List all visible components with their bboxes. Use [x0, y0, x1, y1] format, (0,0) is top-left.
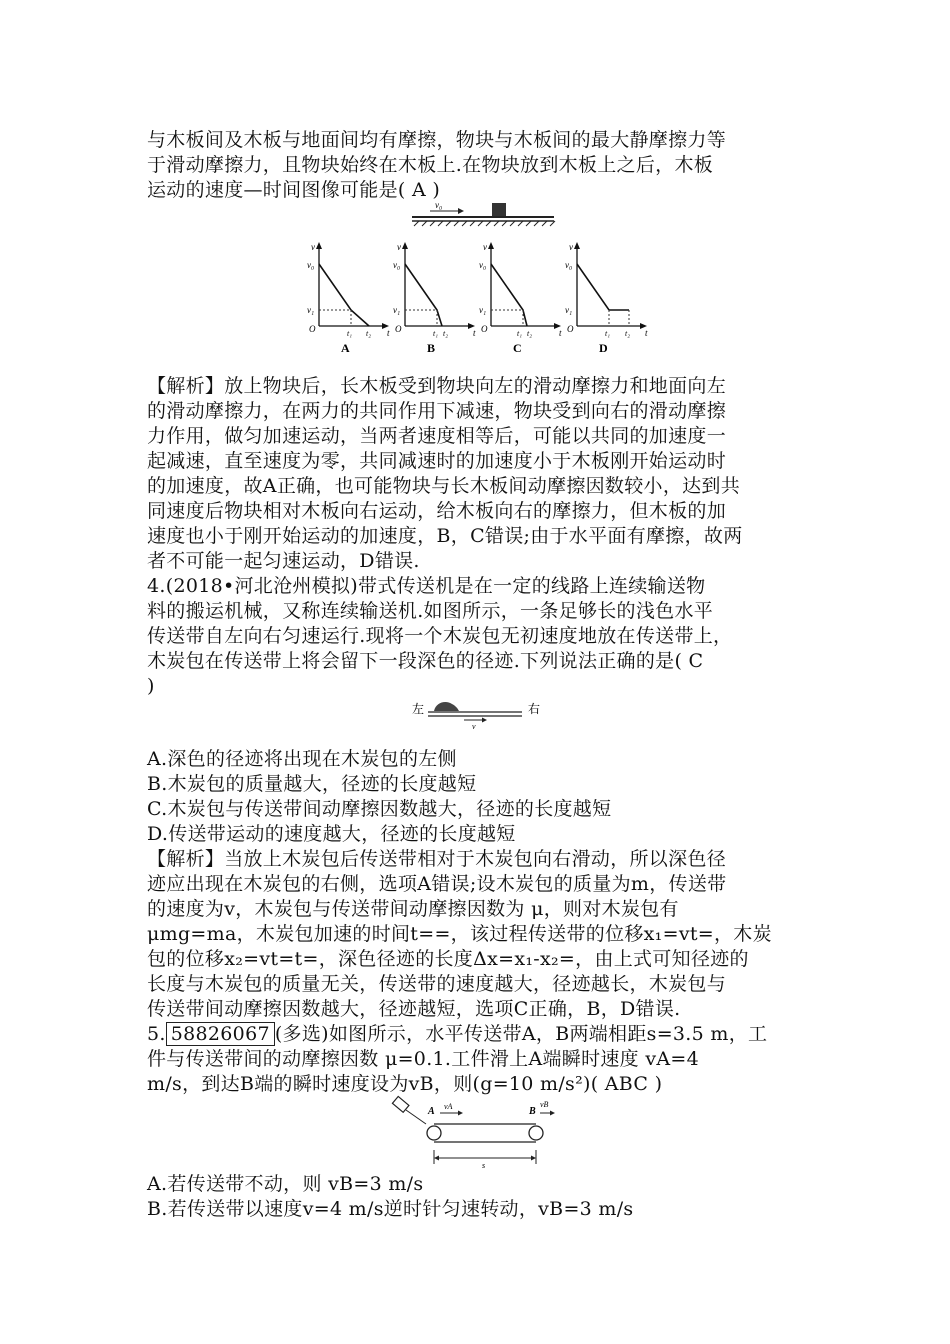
q5-option-b: B.若传送带以速度v=4 m/s逆时针匀速转动，vB=3 m/s — [147, 1198, 634, 1220]
q3-analysis-3: 力作用，做匀加速运动，当两者速度相等后，可能以共同的加速度一 — [147, 425, 727, 447]
q4-option-b: B.木炭包的质量越大，径迹的长度越短 — [147, 773, 477, 795]
v-label: v — [311, 242, 315, 252]
vt-graphs — [305, 240, 650, 358]
q4-analysis-7: 传送带间动摩擦因数越大，径迹越短，选项C正确，B，D错误. — [147, 998, 681, 1020]
graph-label-c: C — [513, 341, 522, 355]
block — [492, 203, 506, 216]
graph-label-a: A — [341, 341, 350, 355]
graph-label-b: B — [427, 341, 436, 355]
v1-label: v₁ — [479, 305, 487, 315]
q5-number: 5. — [147, 1023, 166, 1045]
a-label: A — [428, 1106, 435, 1117]
t-label: t — [387, 328, 390, 338]
q3-analysis-7: 速度也小于刚开始运动的加速度，B，C错误;由于水平面有摩擦，故两 — [147, 525, 743, 547]
v0-label: v₀ — [393, 260, 401, 270]
graph-b — [393, 242, 476, 355]
t2-label: t₂ — [366, 329, 372, 338]
q5-stem-1 — [147, 1022, 817, 1047]
q4-stem-1: 4.(2018•河北沧州模拟)带式传送机是在一定的线路上连续输送物 — [147, 575, 706, 597]
pulley-b — [529, 1126, 543, 1140]
q3-analysis-4: 起减速，直至速度为零，共同减速时的加速度小于木板刚开始运动时 — [147, 450, 727, 472]
q4-stem-2: 料的搬运机械，又称连续输送机.如图所示，一条足够长的浅色水平 — [147, 600, 714, 622]
graph-label-d: D — [599, 341, 608, 355]
q3-line-3: 运动的速度—时间图像可能是( A ) — [147, 179, 441, 201]
q3-analysis-5: 的加速度，故A正确，也可能物块与长木板间动摩擦因数较小，达到共 — [147, 475, 741, 497]
v0-label: v₀ — [307, 260, 315, 270]
t-label: t — [559, 328, 562, 338]
t2-label: t₂ — [625, 329, 631, 338]
v-label: v — [569, 242, 573, 252]
incline — [406, 1110, 426, 1124]
q3-analysis-2: 的滑动摩擦力，在两力的共同作用下减速，物块受到向右的滑动摩擦 — [147, 400, 727, 422]
v0-label: v₀ — [435, 200, 443, 210]
graph-c — [479, 242, 562, 355]
v1-label: v₁ — [307, 305, 315, 315]
q4-stem-3: 传送带自左向右匀速运行.现将一个木炭包无初速度地放在传送带上， — [147, 625, 733, 647]
q4-stem-4: 木炭包在传送带上将会留下一段深色的径迹.下列说法正确的是( C — [147, 650, 704, 672]
vb-label: vB — [540, 1100, 549, 1109]
left-label: 左 — [412, 702, 425, 716]
q5-stem-3: m/s，到达B端的瞬时速度设为vB，则(g=10 m/s²)( ABC ) — [147, 1073, 663, 1095]
q3-line-1: 与木板间及木板与地面间均有摩擦，物块与木板间的最大静摩擦力等 — [147, 129, 727, 151]
q4-stem-5: ) — [147, 675, 155, 697]
q5-stem-first: (多选)如图所示，水平传送带A，B两端相距s=3.5 m，工 — [274, 1023, 768, 1045]
v0-label: v₀ — [479, 260, 487, 270]
q4-analysis-2: 迹应出现在木炭包的右侧，选项A错误;设木炭包的质量为m，传送带 — [147, 873, 727, 895]
q5-stem-2: 件与传送带间的动摩擦因数 μ=0.1.工件滑上A端瞬时速度 vA=4 — [147, 1048, 699, 1070]
origin-label: O — [309, 324, 316, 334]
q4-analysis-1: 【解析】当放上木炭包后传送带相对于木炭包向右滑动，所以深色径 — [147, 848, 727, 870]
q3-line-2: 于滑动摩擦力，且物块始终在木板上.在物块放到木板上之后，木板 — [147, 154, 714, 176]
q5-option-a: A.若传送带不动，则 vB=3 m/s — [147, 1173, 424, 1195]
q4-analysis-3: 的速度为v，木炭包与传送带间动摩擦因数为 μ，则对木炭包有 — [147, 898, 679, 920]
origin-label: O — [567, 324, 574, 334]
b-label: B — [529, 1106, 536, 1117]
vt-line — [319, 264, 369, 326]
v1-label: v₁ — [565, 305, 573, 315]
vt-line — [405, 264, 442, 326]
pulley-a — [427, 1126, 441, 1140]
q5-id-box: 58826067 — [166, 1022, 275, 1046]
board-block-figure — [408, 200, 558, 236]
charcoal-bag — [434, 702, 459, 711]
conveyor-figure — [408, 696, 548, 730]
q4-analysis-5: 包的位移x₂=vt=t=，深色径迹的长度Δx=x₁-x₂=，由上式可知径迹的 — [147, 948, 749, 970]
vt-line — [577, 264, 629, 310]
q4-option-c: C.木炭包与传送带间动摩擦因数越大，径迹的长度越短 — [147, 798, 612, 820]
t1-label: t₁ — [433, 329, 439, 338]
t2-label: t₂ — [443, 329, 449, 338]
q3-analysis-1: 【解析】放上物块后，长木板受到物块向左的滑动摩擦力和地面向左 — [147, 375, 727, 397]
v-label: v — [397, 242, 401, 252]
origin-label: O — [481, 324, 488, 334]
t1-label: t₁ — [347, 329, 353, 338]
origin-label: O — [395, 324, 402, 334]
q4-option-d: D.传送带运动的速度越大，径迹的长度越短 — [147, 823, 516, 845]
t-label: t — [473, 328, 476, 338]
q4-option-a: A.深色的径迹将出现在木炭包的左侧 — [147, 748, 457, 770]
v1-label: v₁ — [393, 305, 401, 315]
va-label: vA — [444, 1102, 453, 1111]
t-label: t — [645, 328, 648, 338]
q4-analysis-6: 长度与木炭包的质量无关，传送带的速度越大，径迹越长，木炭包与 — [147, 973, 727, 995]
graph-d — [565, 242, 648, 355]
belt-ab-figure — [388, 1094, 558, 1170]
s-label: s — [482, 1161, 486, 1170]
v0-arrowhead — [458, 208, 464, 214]
t2-label: t₂ — [527, 329, 533, 338]
t1-label: t₁ — [605, 329, 611, 338]
t1-label: t₁ — [517, 329, 523, 338]
v-label: v — [472, 722, 476, 730]
right-label: 右 — [528, 702, 541, 716]
v-label: v — [483, 242, 487, 252]
q3-analysis-8: 者不可能一起匀速运动，D错误. — [147, 550, 420, 572]
vt-line — [491, 264, 527, 326]
q3-analysis-6: 同速度后物块相对木板向右运动，给木板向右的摩擦力，但木板的加 — [147, 500, 727, 522]
v0-label: v₀ — [565, 260, 573, 270]
q4-analysis-4: μmg=ma，木炭包加速的时间t==，该过程传送带的位移x₁=vt=，木炭 — [147, 923, 772, 945]
graph-a — [307, 242, 390, 355]
